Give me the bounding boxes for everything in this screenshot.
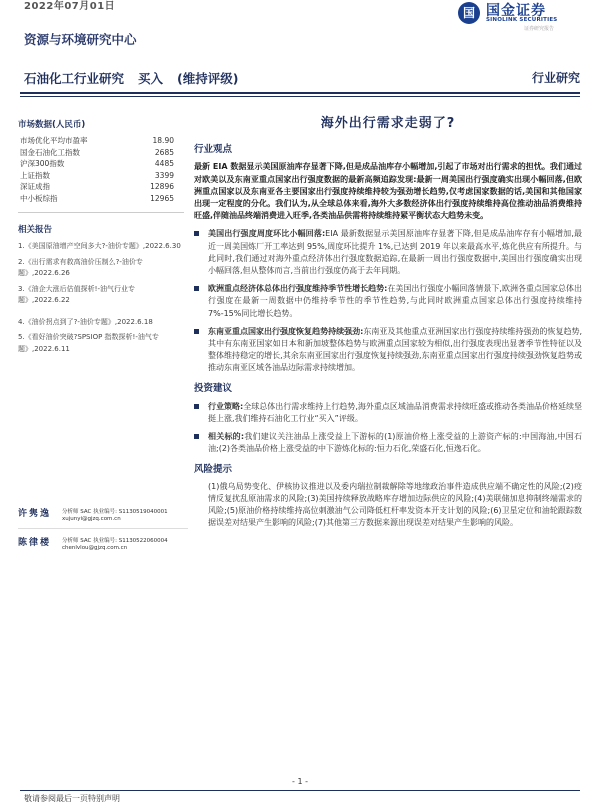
related-report-link[interactable]: 1.《美国原油增产空间多大?-油价专题》,2022.6.30 xyxy=(18,242,181,250)
view-bullet: 欧洲重点经济体总体出行强度维持季节性增长趋势:在美国出行强度小幅回落情景下,欧洲各重点国家总体出行强度在最新一周数据中仍维持季节性的季节性趋势,与此同时欧洲重点国家总体出行强度持续维持 7%-15%同比增长趋势。 xyxy=(194,283,582,320)
logo-tagline: 证券研究报告 xyxy=(524,26,555,32)
market-data-row: 沪深300指数 4485 xyxy=(20,159,174,168)
section-heading-view: 行业观点 xyxy=(194,144,233,156)
invest-bullet: 行业策略:全球总体出行需求维持上行趋势,海外重点区域油品消费需求持续旺盛或推动各类油品价格延续坚挺上涨,我们维持石油化工行业“买入”评级。 xyxy=(194,401,582,425)
research-center-name: 资源与环境研究中心 xyxy=(24,32,137,47)
analyst-divider xyxy=(18,528,188,529)
related-report-link[interactable]: 4.《油价拐点到了?-油价专题》,2022.6.18 xyxy=(18,317,153,326)
analyst-card xyxy=(18,535,188,561)
analyst-email[interactable]: chenlvlou@gjzq.com.cn xyxy=(62,545,128,551)
bullet-square-icon xyxy=(194,329,199,334)
view-bullet: 美国出行强度周度环比小幅回落:EIA 最新数据显示美国原油库存显著下降,但是成品油库存有小幅增加,最近一周美国炼厂开工率达到 95%,周度环比提升 1%,已达到 2019 年以来最高水平,炼化供应有所提升。与此同时,我们通过对海外重点经济体出行强度数据追踪,在最新一周出行强度数据中,美国出行强度确实出现小幅回落,但从整体而言,当前出行强度仍高于去年同期。 xyxy=(194,228,582,277)
section-heading-risk: 风险提示 xyxy=(194,463,233,475)
analyst-card xyxy=(18,506,188,532)
header-divider xyxy=(20,92,580,94)
market-data-row: 市场优化平均市盈率 18.90 xyxy=(20,136,174,145)
header-divider-thin xyxy=(20,96,580,97)
sidebar-divider xyxy=(18,212,184,213)
footer-divider xyxy=(20,790,580,791)
page-title: 海外出行需求走弱了? xyxy=(320,116,456,131)
market-data-title: 市场数据(人民币) xyxy=(18,120,86,130)
market-data-row: 国金石油化工指数 2685 xyxy=(20,147,174,157)
report-date: 2022年07月01日 xyxy=(24,1,116,12)
section-heading-invest: 投资建议 xyxy=(194,382,233,394)
rating: 买入 xyxy=(138,71,164,86)
analyst-email[interactable]: xujunyi@gjzq.com.cn xyxy=(62,516,121,522)
related-report-link[interactable]: 5.《看好油价突破?SPSIOP 指数探析!-油气专题》,2022.6.11 xyxy=(18,333,159,353)
market-data-row: 中小板综指 12965 xyxy=(20,193,174,203)
rating-note: (维持评级) xyxy=(177,71,239,86)
related-report-link[interactable]: 2.《出行需求有救高油价压制么?-油价专题》,2022.6.26 xyxy=(18,257,143,277)
report-subtitle xyxy=(24,69,252,87)
logo-english-name: SINOLINK SECURITIES xyxy=(486,17,558,23)
main-content xyxy=(194,118,582,538)
analyst-name: 许隽逸 xyxy=(18,509,52,519)
related-reports-title: 相关报告 xyxy=(18,225,53,235)
bullet-square-icon xyxy=(194,231,199,236)
analyst-license: 分析师 SAC 执业编号: S1130519040001 xyxy=(62,509,168,515)
logo-emblem-icon: 国 xyxy=(458,2,480,24)
risk-paragraph: (1)俄乌局势变化、伊核协议推进以及委内瑞拉制裁解除等地缘政治事件造成供应端不确定性的风险;(2)疫情反复扰乱原油需求的风险;(3)美国持续释放战略库存增加边际供应的风险;(4)美联储加息抑制终端需求的风险;(5)原油价格持续维持高位刺激油气公司降低杠杆率发资本开支计划的风险;(6)卫星定位和油轮跟踪数据误差对结果产生影响的风险;(7)其他第三方数据来源出现误差对结果产生影响的风险。 xyxy=(208,481,582,528)
related-report-link[interactable]: 3.《油企大涨后估值探析!-油气行业专题》,2022.6.22 xyxy=(18,284,136,304)
company-logo xyxy=(458,0,588,36)
sidebar xyxy=(18,118,184,359)
intro-paragraph: 最新 EIA 数据显示美国原油库存显著下降,但是成品油库存小幅增加,引起了市场对出行需求的担忧。我们通过对欧美以及东南亚重点国家出行强度数据的最新高频追踪发现:最新一周美国出行强度确实出现小幅回落,但欧洲重点国家以及东南亚各主要国家出行强度持续维持较为强劲增长趋势,仅考虑国家数据的话,美国和其他国家出现一定程度的分化。我们认为,从全球总体来看,海外大多数经济体出行强度持续维持高位推动油品消费维持旺盛,伴随油品终端消费进入旺季,各类油品供需将持续维持紧平衡状态大趋势未变。 xyxy=(194,162,582,221)
footer-disclaimer: 敬请参阅最后一页特别声明 xyxy=(24,794,120,803)
bullet-square-icon xyxy=(194,434,199,439)
market-data-row: 深证成指 12896 xyxy=(20,182,174,191)
invest-bullet: 相关标的:我们建议关注油品上涨受益上下游标的(1)原油价格上涨受益的上游资产标的:中国海油,中国石油;(2)各类油品价格上涨受益的中下游炼化标的:恒力石化,荣盛石化,恒逸石化。 xyxy=(194,431,582,455)
report-type: 行业研究 xyxy=(531,71,580,85)
industry-name: 石油化工行业研究 xyxy=(24,71,125,86)
analyst-name: 陈律楼 xyxy=(18,538,52,548)
logo-name: 国金证券 xyxy=(486,3,546,19)
bullet-square-icon xyxy=(194,404,199,409)
bullet-square-icon xyxy=(194,286,199,291)
page-number: - 1 - xyxy=(292,777,308,786)
analyst-license: 分析师 SAC 执业编号: S1130522060004 xyxy=(62,538,168,544)
view-bullet: 东南亚重点国家出行强度恢复趋势持续强劲:东南亚及其他重点亚洲国家出行强度持续维持强劲的恢复趋势,其中有东南亚国家如日本和新加坡整体趋势与欧洲重点国家较为相似,出行强度表现出显著季节性特征以及整体维持稳定的增长,其余东南亚国家出行强度恢复持续强劲,东南亚重点国家出行强度持续强劲恢复趋势或推动东南亚区域各油品边际需求持续增加。 xyxy=(194,326,582,375)
market-data-row: 上证指数 3399 xyxy=(20,170,174,180)
